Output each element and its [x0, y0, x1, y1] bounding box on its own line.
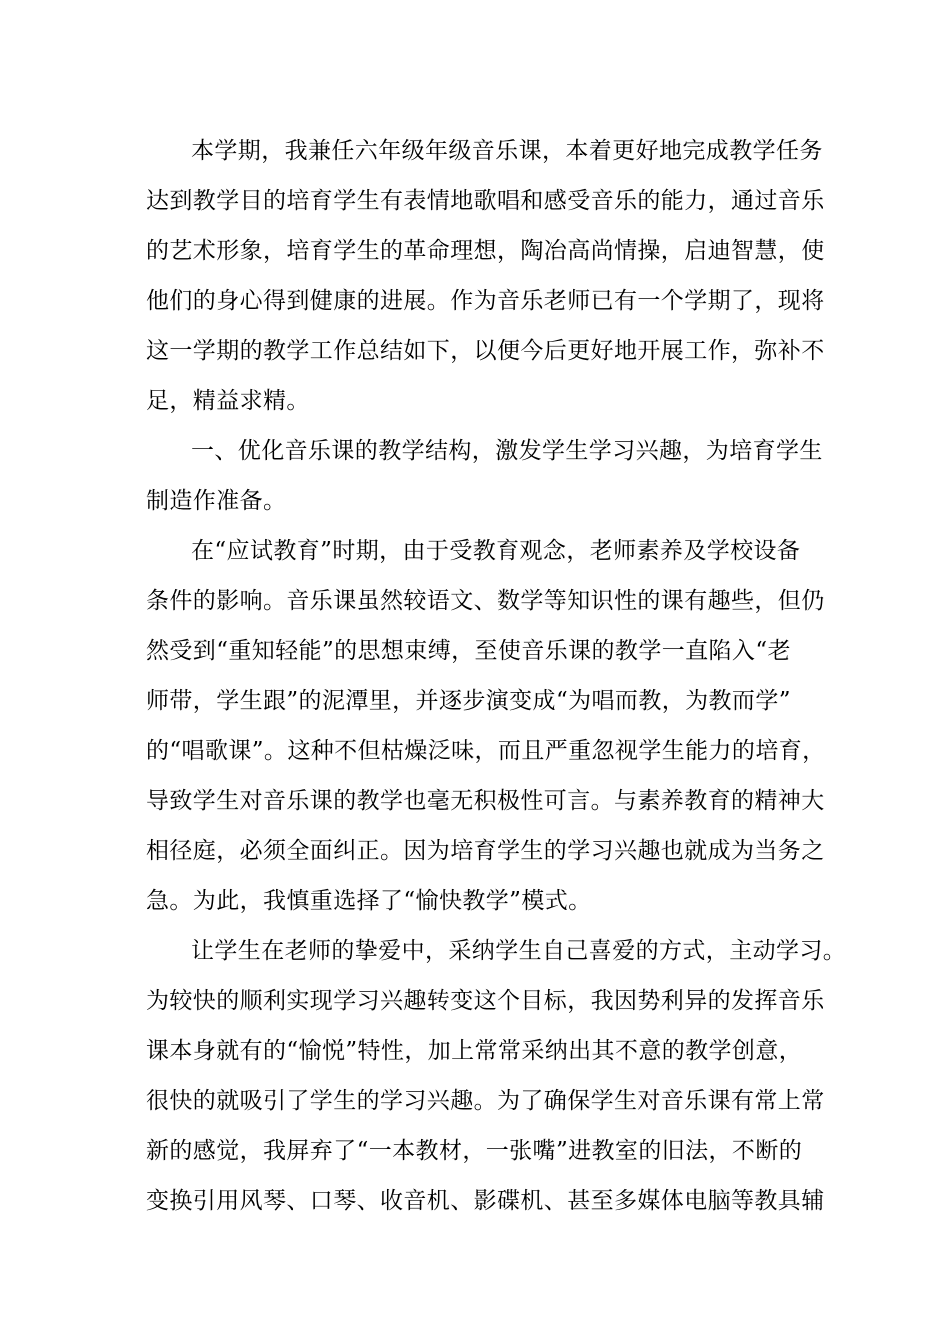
text-line: 这一学期的教学工作总结如下，以便今后更好地开展工作，弥补不 [146, 338, 825, 364]
section-heading: 制造作准备。 [146, 488, 287, 514]
text-line: 条件的影响。音乐课虽然较语文、数学等知识性的课有趣些，但仍 [146, 588, 825, 614]
text-line: 让学生在老师的挚爱中，采纳学生自己喜爱的方式，主动学习。 [191, 938, 847, 964]
text-line: 的“唱歌课”。这种不但枯燥泛味，而且严重忽视学生能力的培育， [146, 738, 826, 764]
text-line: 新的感觉，我屏弃了“一本教材，一张嘴”进教室的旧法，不断的 [146, 1138, 803, 1164]
text-line: 达到教学目的培育学生有表情地歌唱和感受音乐的能力，通过音乐 [146, 188, 825, 214]
text-line: 变换引用风琴、口琴、收音机、影碟机、甚至多媒体电脑等教具辅 [146, 1188, 825, 1214]
text-line: 的艺术形象，培育学生的革命理想，陶冶高尚情操，启迪智慧，使 [146, 238, 825, 264]
section-heading: 一、优化音乐课的教学结构，激发学生学习兴趣，为培育学生 [191, 438, 823, 464]
text-line: 很快的就吸引了学生的学习兴趣。为了确保学生对音乐课有常上常 [146, 1088, 825, 1114]
text-line: 本学期，我兼任六年级年级音乐课，本着更好地完成教学任务 [191, 138, 823, 164]
text-line: 为较快的顺利实现学习兴趣转变这个目标，我因势利异的发挥音乐 [146, 988, 825, 1014]
text-line: 相径庭，必须全面纠正。因为培育学生的学习兴趣也就成为当务之 [146, 838, 825, 864]
text-line: 然受到“重知轻能”的思想束缚，至使音乐课的教学一直陷入“老 [146, 638, 791, 664]
text-line: 足，精益求精。 [146, 388, 310, 414]
text-line: 导致学生对音乐课的教学也毫无积极性可言。与素养教育的精神大 [146, 788, 825, 814]
text-line: 他们的身心得到健康的进展。作为音乐老师已有一个学期了，现将 [146, 288, 825, 314]
text-line: 在“应试教育”时期，由于受教育观念，老师素养及学校设备 [191, 538, 801, 564]
text-line: 师带，学生跟”的泥潭里，并逐步演变成“为唱而教，为教而学” [146, 688, 791, 714]
text-line: 课本身就有的“愉悦”特性，加上常常采纳出其不意的教学创意， [146, 1038, 803, 1064]
text-line: 急。为此，我慎重选择了“愉快教学”模式。 [146, 888, 592, 914]
